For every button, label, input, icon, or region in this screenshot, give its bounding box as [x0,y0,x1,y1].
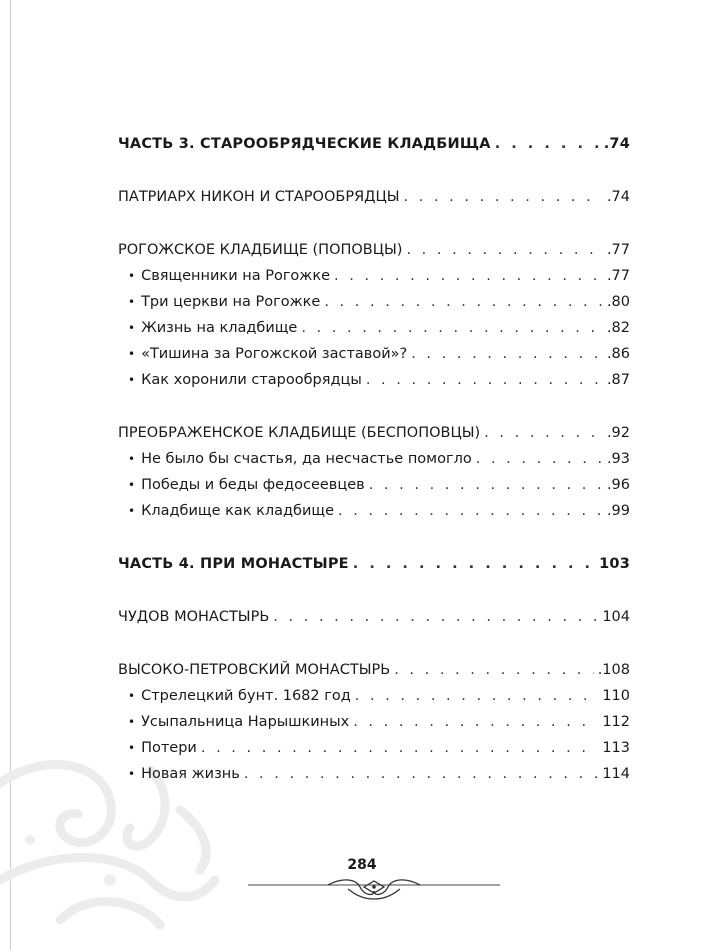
toc-entry-page: .87 [606,372,630,388]
toc-subentry[interactable] [118,472,630,498]
toc-entry-title: Потери [141,740,197,756]
dot-leader [338,498,603,524]
toc-entry-page: 110 [602,688,630,704]
section-gap [118,630,630,657]
bullet-icon: • [128,452,136,466]
dot-leader [244,761,598,787]
dot-leader [366,367,603,393]
toc-entry-title: Жизнь на кладбище [141,320,298,336]
toc-entry-page: .92 [606,425,630,441]
dot-leader [411,341,603,367]
bullet-icon: • [128,715,136,729]
bullet-icon: • [128,373,136,387]
toc-subentry[interactable] [118,498,630,524]
dot-leader [404,184,603,210]
toc-entry-page: 114 [602,766,630,782]
toc-entry-title: ЧАСТЬ 3. СТАРООБРЯДЧЕСКИЕ КЛАДБИЩА [118,136,491,152]
toc-subentry[interactable] [118,709,630,735]
footer-ornament-divider [248,873,500,905]
dot-leader [484,420,603,446]
toc-entry-page: .77 [606,242,630,258]
toc-entry-page: .74 [603,136,630,152]
dot-leader [334,263,603,289]
toc-chapter-heading[interactable] [118,657,630,683]
dot-leader [324,289,603,315]
toc-entry-title: Не было бы счастья, да несчастье помогло [141,451,472,467]
toc-entry-page: .96 [606,477,630,493]
dot-leader [394,657,594,683]
toc-entry-title: ПРЕОБРАЖЕНСКОЕ КЛАДБИЩЕ (БЕСПОПОВЦЫ) [118,425,481,441]
toc-subentry[interactable] [118,761,630,787]
bullet-icon: • [128,478,136,492]
toc-chapter-heading[interactable] [118,604,630,630]
dot-leader [476,446,603,472]
toc-entry-page: .74 [606,189,630,205]
toc-part-heading[interactable] [118,551,630,577]
toc-part-heading[interactable] [118,131,630,157]
dot-leader [369,472,603,498]
toc-entry-page: .77 [606,268,630,284]
bullet-icon: • [128,741,136,755]
toc-subentry[interactable] [118,289,630,315]
toc-subentry[interactable] [118,315,630,341]
bullet-icon: • [128,767,136,781]
toc-entry-page: 103 [599,556,630,572]
toc-entry-page: 104 [602,609,630,625]
toc-subentry[interactable] [118,735,630,761]
toc-entry-title: Победы и беды федосеевцев [141,477,365,493]
toc-subentry[interactable] [118,446,630,472]
section-gap [118,157,630,184]
toc-entry-title: Как хоронили старообрядцы [141,372,362,388]
toc-entry-title: Стрелецкий бунт. 1682 год [141,688,351,704]
dot-leader [495,131,600,157]
toc-entry-page: .93 [606,451,630,467]
bullet-icon: • [128,295,136,309]
toc-entry-page: 112 [602,714,630,730]
toc-entry-page: .82 [606,320,630,336]
dot-leader [301,315,603,341]
toc-entry-page: .108 [597,662,630,678]
toc-entry-title: Священники на Рогожке [141,268,331,284]
toc-entry-title: Три церкви на Рогожке [141,294,321,310]
toc-entry-page: .80 [606,294,630,310]
toc-chapter-heading[interactable] [118,184,630,210]
toc-entry-title: ЧУДОВ МОНАСТЫРЬ [118,609,270,625]
table-of-contents [118,131,630,787]
bullet-icon: • [128,689,136,703]
dot-leader [353,709,598,735]
dot-leader [355,683,599,709]
dot-leader [406,237,602,263]
toc-entry-title: Новая жизнь [141,766,240,782]
toc-entry-title: РОГОЖСКОЕ КЛАДБИЩЕ (ПОПОВЦЫ) [118,242,403,258]
section-gap [118,524,630,551]
toc-entry-title: Кладбище как кладбище [141,503,334,519]
bullet-icon: • [128,321,136,335]
toc-chapter-heading[interactable] [118,237,630,263]
toc-subentry[interactable] [118,263,630,289]
section-gap [118,577,630,604]
bullet-icon: • [128,269,136,283]
toc-entry-title: ЧАСТЬ 4. ПРИ МОНАСТЫРЕ [118,556,349,572]
toc-entry-title: ВЫСОКО-ПЕТРОВСКИЙ МОНАСТЫРЬ [118,662,391,678]
dot-leader [353,551,595,577]
toc-entry-page: .86 [606,346,630,362]
toc-entry-title: Усыпальница Нарышкиных [141,714,350,730]
bullet-icon: • [128,504,136,518]
dot-leader [273,604,598,630]
toc-chapter-heading[interactable] [118,420,630,446]
section-gap [118,393,630,420]
toc-subentry[interactable] [118,367,630,393]
section-gap [118,210,630,237]
toc-subentry[interactable] [118,683,630,709]
toc-subentry[interactable] [118,341,630,367]
toc-entry-page: 113 [602,740,630,756]
bullet-icon: • [128,347,136,361]
dot-leader [201,735,598,761]
page-number: 284 [347,857,377,873]
toc-entry-title: «Тишина за Рогожской заставой»? [141,346,408,362]
toc-entry-page: .99 [606,503,630,519]
toc-entry-title: ПАТРИАРХ НИКОН И СТАРООБРЯДЦЫ [118,189,400,205]
